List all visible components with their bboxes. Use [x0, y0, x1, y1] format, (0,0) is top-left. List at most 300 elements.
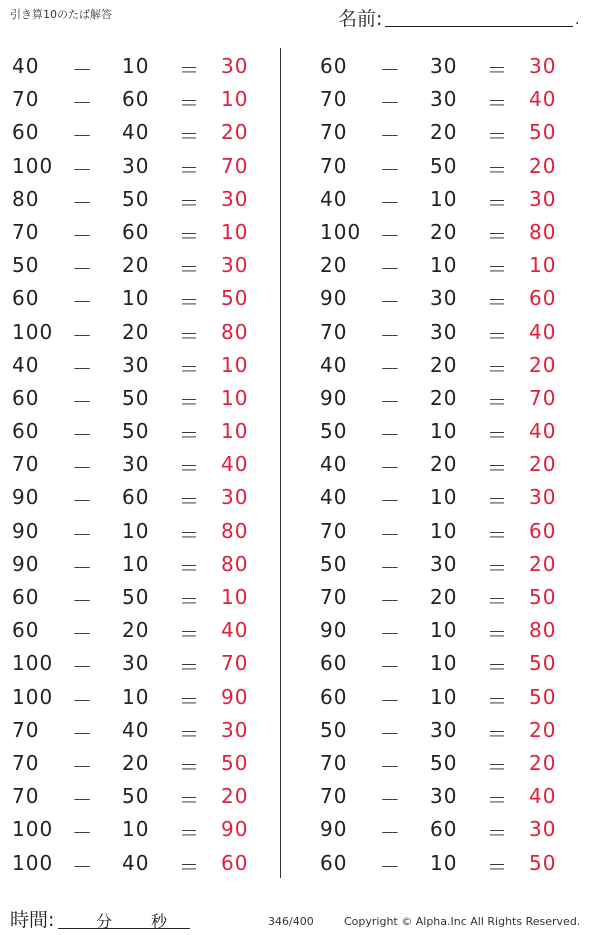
answer: 50	[221, 750, 249, 775]
minus-sign: －	[380, 58, 401, 82]
minuend: 60	[320, 651, 348, 676]
answer: 70	[221, 651, 249, 676]
answer: 10	[221, 585, 249, 609]
equals-sign: ＝	[179, 423, 200, 448]
minus-sign: －	[380, 489, 401, 514]
minuend: 100	[12, 153, 54, 178]
answer: 50	[529, 850, 557, 875]
problem-row	[0, 548, 260, 581]
minus-sign: －	[72, 688, 93, 713]
problem-row	[0, 581, 260, 614]
name-line-end-dot: .	[575, 12, 580, 28]
minuend: 100	[12, 319, 54, 344]
minuend: 100	[12, 817, 54, 842]
answer: 10	[221, 419, 249, 444]
answer: 20	[529, 551, 557, 576]
problem-row	[0, 448, 260, 481]
answer: 30	[529, 54, 557, 78]
subtrahend: 10	[430, 850, 458, 875]
minus-sign: －	[380, 821, 401, 846]
problem-row	[0, 847, 260, 880]
name-label: 名前:	[338, 8, 383, 30]
problem-row	[0, 183, 260, 216]
equals-sign: ＝	[179, 721, 200, 746]
subtrahend: 10	[430, 253, 458, 278]
minus-sign: －	[72, 190, 93, 215]
minuend: 70	[320, 585, 348, 609]
answer: 40	[221, 618, 249, 643]
minutes-label: 分	[96, 912, 113, 931]
problem-row	[308, 50, 568, 83]
seconds-label: 秒	[151, 912, 168, 931]
subtrahend: 20	[430, 585, 458, 609]
answer: 80	[529, 618, 557, 643]
subtrahend: 60	[122, 87, 150, 112]
equals-sign: ＝	[487, 854, 508, 879]
problem-row	[308, 515, 568, 548]
subtrahend: 20	[122, 253, 150, 278]
equals-sign: ＝	[179, 257, 200, 282]
page-number: 346/400	[268, 915, 314, 928]
answer: 30	[221, 717, 249, 742]
answer: 30	[221, 54, 249, 78]
subtrahend: 50	[430, 153, 458, 178]
answer: 40	[529, 319, 557, 344]
answer: 70	[221, 153, 249, 178]
subtrahend: 20	[122, 618, 150, 643]
problem-row	[0, 614, 260, 647]
equals-sign: ＝	[179, 555, 200, 580]
equals-sign: ＝	[179, 91, 200, 116]
minus-sign: －	[380, 257, 401, 282]
problem-row	[308, 349, 568, 382]
equals-sign: ＝	[487, 456, 508, 481]
problem-row	[0, 714, 260, 747]
equals-sign: ＝	[487, 257, 508, 282]
minus-sign: －	[72, 489, 93, 514]
minuend: 60	[12, 419, 40, 444]
minuend: 60	[320, 850, 348, 875]
minus-sign: －	[380, 356, 401, 381]
minuend: 40	[12, 352, 40, 377]
minuend: 70	[12, 750, 40, 775]
subtrahend: 30	[430, 319, 458, 344]
answer: 80	[221, 518, 249, 543]
minuend: 80	[12, 186, 40, 211]
problem-row	[308, 216, 568, 249]
equals-sign: ＝	[487, 489, 508, 514]
minuend: 100	[12, 684, 54, 709]
subtrahend: 50	[122, 585, 150, 609]
answer: 30	[221, 253, 249, 278]
problem-row	[308, 548, 568, 581]
minus-sign: －	[72, 91, 93, 116]
minuend: 70	[12, 87, 40, 112]
subtrahend: 30	[430, 286, 458, 311]
answer: 20	[221, 120, 249, 145]
minuend: 100	[12, 850, 54, 875]
minus-sign: －	[380, 555, 401, 580]
answer: 30	[221, 485, 249, 510]
subtrahend: 50	[122, 784, 150, 809]
minuend: 90	[320, 385, 348, 410]
minuend: 60	[12, 618, 40, 643]
minus-sign: －	[72, 356, 93, 381]
minuend: 70	[12, 784, 40, 809]
subtrahend: 30	[430, 54, 458, 78]
subtrahend: 20	[430, 120, 458, 145]
equals-sign: ＝	[487, 423, 508, 448]
minus-sign: －	[380, 157, 401, 182]
minus-sign: －	[72, 721, 93, 746]
subtrahend: 40	[122, 120, 150, 145]
problem-row	[308, 614, 568, 647]
problem-row	[0, 780, 260, 813]
subtrahend: 60	[122, 485, 150, 510]
subtrahend: 30	[122, 153, 150, 178]
minus-sign: －	[72, 157, 93, 182]
equals-sign: ＝	[487, 821, 508, 846]
minus-sign: －	[72, 522, 93, 547]
minus-sign: －	[72, 323, 93, 348]
minus-sign: －	[72, 854, 93, 879]
answer: 90	[221, 817, 249, 842]
minus-sign: －	[380, 190, 401, 215]
answer: 40	[529, 784, 557, 809]
subtrahend: 50	[122, 186, 150, 211]
subtrahend: 10	[430, 651, 458, 676]
equals-sign: ＝	[179, 622, 200, 647]
problem-row	[308, 282, 568, 315]
subtrahend: 10	[122, 54, 150, 78]
problem-row	[0, 415, 260, 448]
minuend: 40	[320, 352, 348, 377]
minus-sign: －	[380, 754, 401, 779]
equals-sign: ＝	[179, 190, 200, 215]
equals-sign: ＝	[487, 788, 508, 813]
minus-sign: －	[72, 555, 93, 580]
minus-sign: －	[380, 290, 401, 315]
minus-sign: －	[72, 58, 93, 82]
name-field-line[interactable]	[385, 26, 573, 27]
minuend: 90	[12, 518, 40, 543]
equals-sign: ＝	[487, 622, 508, 647]
minus-sign: －	[380, 124, 401, 149]
subtrahend: 20	[122, 319, 150, 344]
minuend: 70	[320, 750, 348, 775]
answer: 10	[221, 87, 249, 112]
subtrahend: 20	[430, 385, 458, 410]
minuend: 60	[320, 684, 348, 709]
answer: 10	[221, 352, 249, 377]
problem-row	[308, 747, 568, 780]
problem-row	[308, 647, 568, 680]
problem-row	[308, 183, 568, 216]
minuend: 90	[320, 817, 348, 842]
answer: 40	[221, 452, 249, 477]
equals-sign: ＝	[179, 290, 200, 315]
answer: 80	[221, 319, 249, 344]
minus-sign: －	[72, 622, 93, 647]
answer: 20	[529, 352, 557, 377]
problem-row	[0, 83, 260, 116]
minus-sign: －	[72, 223, 93, 248]
minus-sign: －	[380, 688, 401, 713]
problem-row	[308, 415, 568, 448]
minuend: 40	[12, 54, 40, 78]
minuend: 70	[12, 452, 40, 477]
equals-sign: ＝	[179, 655, 200, 680]
subtrahend: 10	[430, 618, 458, 643]
answer: 50	[221, 286, 249, 311]
answer: 50	[529, 651, 557, 676]
minuend: 60	[320, 54, 348, 78]
problem-row	[0, 647, 260, 680]
minuend: 60	[12, 286, 40, 311]
minuend: 70	[12, 717, 40, 742]
answer: 60	[529, 518, 557, 543]
subtrahend: 60	[122, 219, 150, 244]
problem-row	[308, 481, 568, 514]
problem-row	[0, 282, 260, 315]
minuend: 40	[320, 485, 348, 510]
subtrahend: 10	[122, 518, 150, 543]
answer: 80	[529, 219, 557, 244]
subtrahend: 30	[122, 651, 150, 676]
equals-sign: ＝	[179, 688, 200, 713]
column-divider	[280, 48, 281, 878]
equals-sign: ＝	[487, 389, 508, 414]
equals-sign: ＝	[487, 124, 508, 149]
minuend: 100	[12, 651, 54, 676]
minuend: 70	[320, 87, 348, 112]
minus-sign: －	[380, 323, 401, 348]
minus-sign: －	[380, 854, 401, 879]
answer: 30	[529, 817, 557, 842]
answer: 60	[529, 286, 557, 311]
problem-row	[0, 150, 260, 183]
problem-row	[0, 349, 260, 382]
subtrahend: 40	[122, 717, 150, 742]
subtrahend: 10	[122, 684, 150, 709]
problem-row	[308, 316, 568, 349]
minus-sign: －	[380, 389, 401, 414]
minuend: 40	[320, 186, 348, 211]
minus-sign: －	[72, 589, 93, 613]
minus-sign: －	[380, 655, 401, 680]
problem-row	[0, 116, 260, 149]
left-problem-column	[0, 50, 260, 880]
minus-sign: －	[380, 522, 401, 547]
minuend: 50	[320, 551, 348, 576]
subtrahend: 20	[430, 219, 458, 244]
equals-sign: ＝	[487, 356, 508, 381]
minus-sign: －	[380, 721, 401, 746]
subtrahend: 20	[122, 750, 150, 775]
equals-sign: ＝	[179, 323, 200, 348]
answer: 20	[529, 750, 557, 775]
subtrahend: 50	[122, 419, 150, 444]
minuend: 70	[12, 219, 40, 244]
answer: 10	[221, 385, 249, 410]
subtrahend: 10	[122, 817, 150, 842]
minus-sign: －	[72, 655, 93, 680]
minuend: 40	[320, 452, 348, 477]
subtrahend: 30	[430, 784, 458, 809]
problem-row	[0, 216, 260, 249]
equals-sign: ＝	[487, 290, 508, 315]
subtrahend: 20	[430, 352, 458, 377]
minus-sign: －	[72, 290, 93, 315]
answer: 10	[529, 253, 557, 278]
problem-row	[308, 448, 568, 481]
answer: 30	[529, 186, 557, 211]
problem-row	[308, 150, 568, 183]
minuend: 70	[320, 120, 348, 145]
equals-sign: ＝	[179, 788, 200, 813]
subtrahend: 20	[430, 452, 458, 477]
worksheet-title: 引き算10のたば解答	[10, 8, 112, 21]
answer: 70	[529, 385, 557, 410]
minuend: 60	[12, 585, 40, 609]
problem-row	[308, 249, 568, 282]
problem-row	[308, 116, 568, 149]
minus-sign: －	[380, 91, 401, 116]
answer: 50	[529, 585, 557, 609]
equals-sign: ＝	[487, 91, 508, 116]
problem-row	[308, 813, 568, 846]
subtrahend: 30	[430, 87, 458, 112]
equals-sign: ＝	[179, 456, 200, 481]
subtrahend: 10	[430, 485, 458, 510]
subtrahend: 60	[430, 817, 458, 842]
minus-sign: －	[72, 456, 93, 481]
subtrahend: 30	[430, 717, 458, 742]
minuend: 70	[320, 153, 348, 178]
answer: 30	[529, 485, 557, 510]
answer: 20	[529, 153, 557, 178]
equals-sign: ＝	[487, 190, 508, 215]
minus-sign: －	[72, 754, 93, 779]
equals-sign: ＝	[179, 589, 200, 613]
minuend: 90	[12, 485, 40, 510]
problem-row	[0, 382, 260, 415]
minuend: 70	[320, 518, 348, 543]
minuend: 90	[12, 551, 40, 576]
answer: 30	[221, 186, 249, 211]
answer: 40	[529, 419, 557, 444]
answer: 50	[529, 684, 557, 709]
minus-sign: －	[380, 223, 401, 248]
answer: 60	[221, 850, 249, 875]
answer: 80	[221, 551, 249, 576]
problem-row	[0, 50, 260, 83]
equals-sign: ＝	[487, 157, 508, 182]
subtrahend: 30	[122, 352, 150, 377]
equals-sign: ＝	[179, 854, 200, 879]
equals-sign: ＝	[179, 223, 200, 248]
equals-sign: ＝	[179, 157, 200, 182]
minus-sign: －	[72, 389, 93, 414]
subtrahend: 50	[122, 385, 150, 410]
subtrahend: 10	[430, 518, 458, 543]
subtrahend: 30	[430, 551, 458, 576]
time-field-line[interactable]	[58, 928, 190, 929]
minus-sign: －	[72, 124, 93, 149]
problem-row	[0, 515, 260, 548]
copyright-notice: Copyright © Alpha.Inc All Rights Reserved.	[344, 915, 581, 928]
minus-sign: －	[72, 257, 93, 282]
equals-sign: ＝	[179, 58, 200, 82]
minuend: 50	[320, 717, 348, 742]
problem-row	[308, 83, 568, 116]
equals-sign: ＝	[179, 522, 200, 547]
problem-row	[0, 316, 260, 349]
problem-row	[308, 714, 568, 747]
answer: 90	[221, 684, 249, 709]
equals-sign: ＝	[179, 389, 200, 414]
minuend: 20	[320, 253, 348, 278]
subtrahend: 10	[430, 186, 458, 211]
minuend: 90	[320, 618, 348, 643]
equals-sign: ＝	[487, 522, 508, 547]
problem-row	[0, 813, 260, 846]
equals-sign: ＝	[487, 721, 508, 746]
minuend: 90	[320, 286, 348, 311]
equals-sign: ＝	[487, 223, 508, 248]
answer: 20	[529, 717, 557, 742]
minuend: 60	[12, 385, 40, 410]
minuend: 70	[320, 319, 348, 344]
answer: 20	[529, 452, 557, 477]
equals-sign: ＝	[179, 821, 200, 846]
problem-row	[0, 249, 260, 282]
subtrahend: 40	[122, 850, 150, 875]
problem-row	[308, 382, 568, 415]
minus-sign: －	[72, 788, 93, 813]
equals-sign: ＝	[179, 356, 200, 381]
equals-sign: ＝	[487, 589, 508, 613]
right-problem-column	[308, 50, 568, 880]
equals-sign: ＝	[487, 655, 508, 680]
subtrahend: 30	[122, 452, 150, 477]
minuend: 100	[320, 219, 362, 244]
problem-row	[0, 747, 260, 780]
minus-sign: －	[380, 622, 401, 647]
minuend: 70	[320, 784, 348, 809]
minus-sign: －	[380, 788, 401, 813]
equals-sign: ＝	[487, 58, 508, 82]
equals-sign: ＝	[179, 754, 200, 779]
minuend: 50	[320, 419, 348, 444]
equals-sign: ＝	[179, 489, 200, 514]
answer: 40	[529, 87, 557, 112]
subtrahend: 10	[122, 286, 150, 311]
problem-row	[308, 780, 568, 813]
minus-sign: －	[380, 423, 401, 448]
minus-sign: －	[380, 589, 401, 613]
minus-sign: －	[380, 456, 401, 481]
minuend: 50	[12, 253, 40, 278]
minus-sign: －	[72, 821, 93, 846]
subtrahend: 10	[430, 684, 458, 709]
equals-sign: ＝	[487, 323, 508, 348]
minuend: 60	[12, 120, 40, 145]
answer: 10	[221, 219, 249, 244]
time-label: 時間:	[10, 909, 55, 931]
problem-row	[0, 481, 260, 514]
equals-sign: ＝	[179, 124, 200, 149]
